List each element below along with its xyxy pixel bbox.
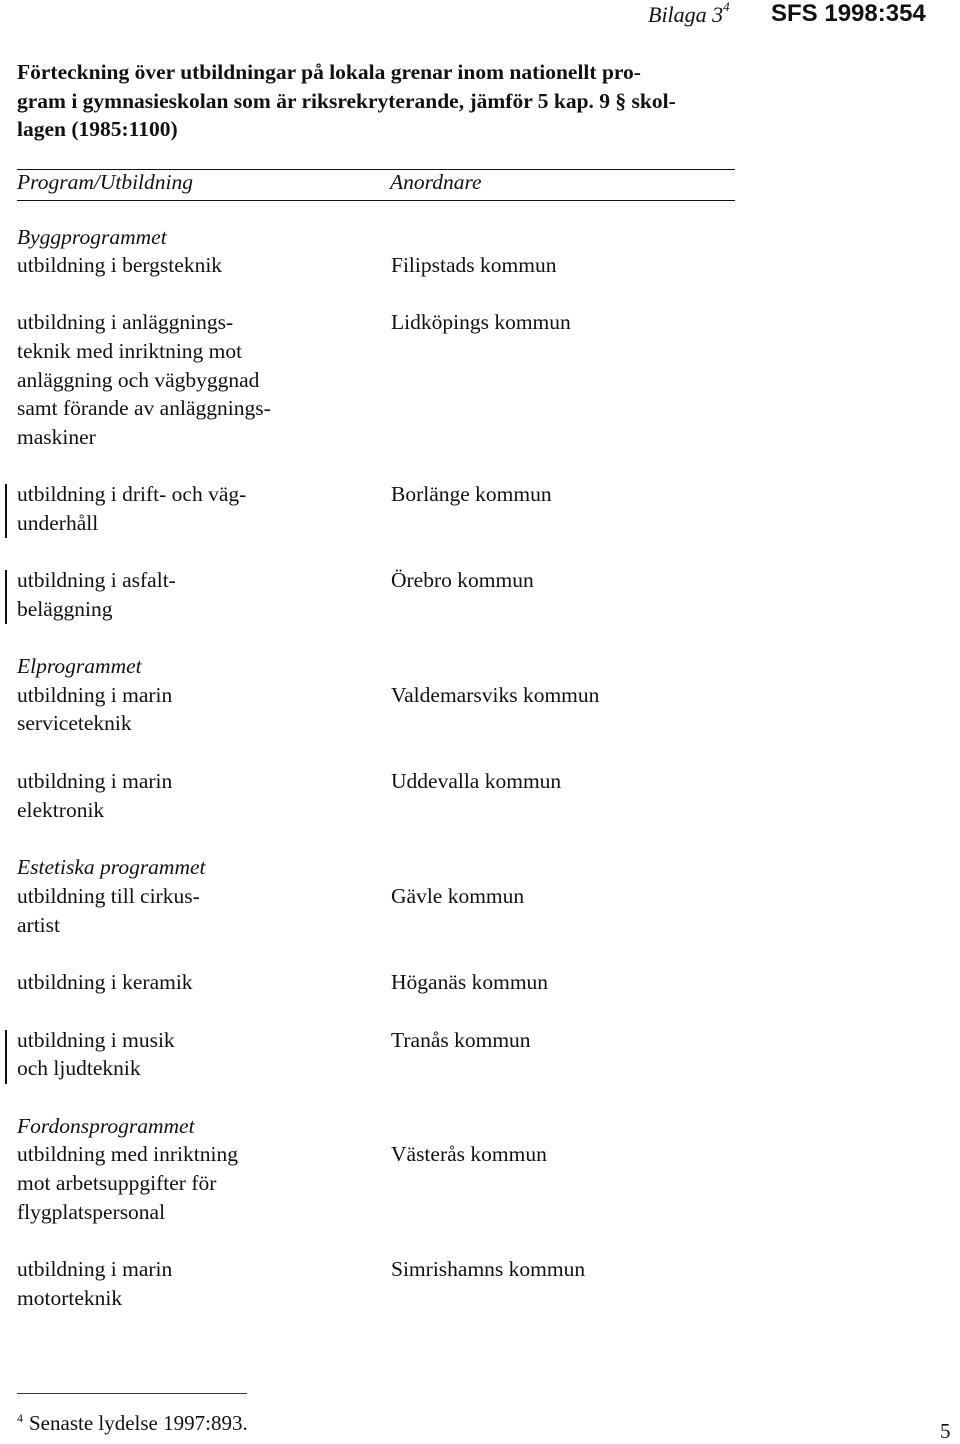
- program-heading: Estetiska programmet: [17, 855, 206, 879]
- utbildning-line: utbildning med inriktning: [17, 1142, 238, 1166]
- table-header-rule: [17, 200, 735, 201]
- anordnare-cell: Valdemarsviks kommun: [391, 683, 600, 707]
- footnote-text: Senaste lydelse 1997:893.: [29, 1411, 248, 1435]
- column-header-anordnare: Anordnare: [390, 170, 482, 194]
- utbildning-line: beläggning: [17, 597, 113, 621]
- appendix-label: Bilaga $3^4$: [648, 0, 730, 27]
- utbildning-line: maskiner: [17, 425, 96, 449]
- utbildning-line: och ljudteknik: [17, 1056, 141, 1080]
- anordnare-cell: Örebro kommun: [391, 568, 534, 592]
- utbildning-line: utbildning i asfalt-: [17, 568, 176, 592]
- anordnare-cell: Höganäs kommun: [391, 970, 549, 994]
- anordnare-cell: Tranås kommun: [391, 1028, 531, 1052]
- program-heading: Byggprogrammet: [17, 225, 167, 249]
- title-line: gram i gymnasieskolan som är riksrekryterande, jämför 5 kap. 9 § skol-: [17, 88, 676, 113]
- utbildning-line: samt förande av anläggnings-: [17, 396, 271, 420]
- utbildning-line: artist: [17, 913, 60, 937]
- anordnare-cell: Uddevalla kommun: [391, 769, 562, 793]
- anordnare-cell: Västerås kommun: [391, 1142, 547, 1166]
- anordnare-cell: Gävle kommun: [391, 884, 525, 908]
- utbildning-line: utbildning i marin: [17, 769, 173, 793]
- title-line: Förteckning över utbildningar på lokala grenar inom nationellt pro-: [17, 60, 641, 84]
- change-bar: [5, 484, 7, 538]
- page-number: 5: [940, 1419, 951, 1443]
- utbildning-line: utbildning till cirkus-: [17, 884, 200, 908]
- utbildning-line: utbildning i keramik: [17, 970, 193, 994]
- title-line: lagen (1985:1100): [17, 117, 178, 141]
- utbildning-line: flygplatspersonal: [17, 1200, 166, 1224]
- utbildning-line: utbildning i marin: [17, 1257, 173, 1281]
- utbildning-line: utbildning i bergsteknik: [17, 253, 223, 277]
- utbildning-line: serviceteknik: [17, 711, 132, 735]
- utbildning-line: mot arbetsuppgifter för: [17, 1171, 217, 1195]
- change-bar: [5, 570, 7, 624]
- utbildning-line: underhåll: [17, 511, 99, 535]
- anordnare-cell: Borlänge kommun: [391, 482, 552, 506]
- program-heading: Elprogrammet: [17, 654, 142, 678]
- utbildning-line: utbildning i anläggnings-: [17, 310, 234, 334]
- footnote: [17, 1410, 248, 1436]
- utbildning-line: anläggning och vägbyggnad: [17, 368, 260, 392]
- anordnare-cell: Filipstads kommun: [391, 253, 557, 277]
- document-title: [17, 58, 735, 144]
- appendix-footnote-ref: 4: [723, 0, 730, 14]
- utbildning-line: utbildning i musik: [17, 1028, 175, 1052]
- anordnare-cell: Simrishamns kommun: [391, 1257, 586, 1281]
- sfs-number: SFS 1998:354: [771, 0, 926, 27]
- program-heading: Fordonsprogrammet: [17, 1114, 195, 1138]
- utbildning-line: teknik med inriktning mot: [17, 339, 243, 363]
- footnote-rule: [17, 1393, 247, 1394]
- footnote-number: 4: [17, 1411, 23, 1425]
- utbildning-line: utbildning i drift- och väg-: [17, 482, 247, 506]
- anordnare-cell: Lidköpings kommun: [391, 310, 571, 334]
- utbildning-line: elektronik: [17, 798, 105, 822]
- change-bar: [5, 1030, 7, 1084]
- utbildning-line: motorteknik: [17, 1286, 123, 1310]
- utbildning-line: utbildning i marin: [17, 683, 173, 707]
- column-header-program: Program/Utbildning: [17, 170, 193, 194]
